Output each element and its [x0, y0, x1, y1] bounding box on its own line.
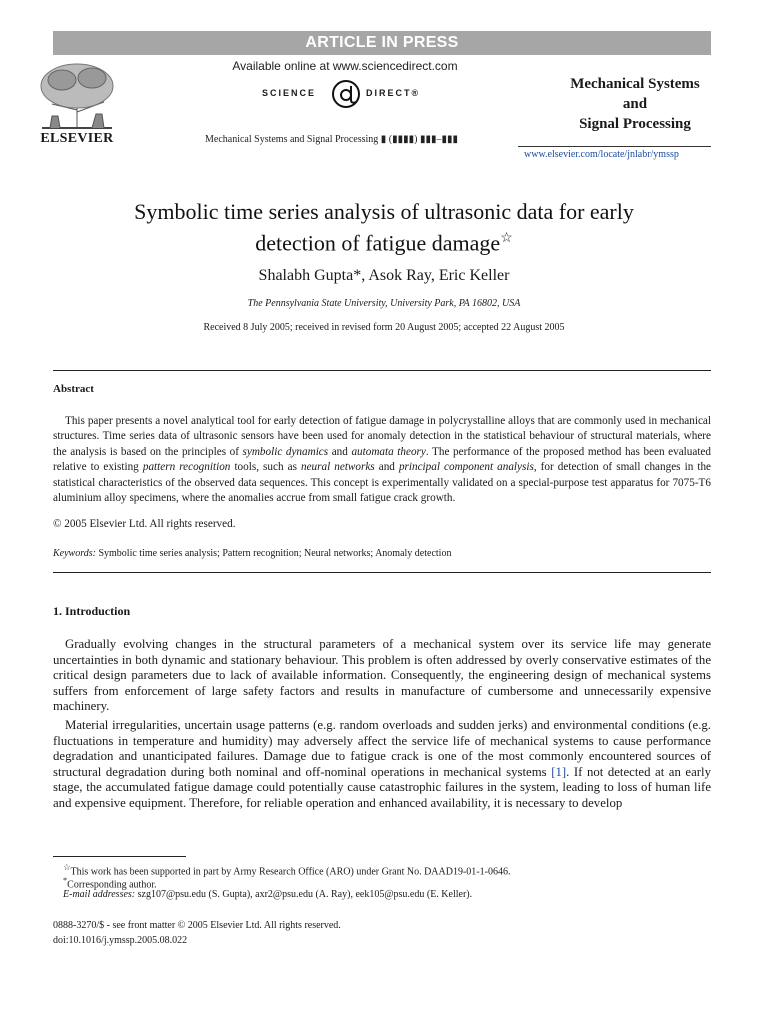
article-title-line-1: Symbolic time series analysis of ultrasonic data for early — [134, 199, 634, 224]
journal-citation: Mechanical Systems and Signal Processing ▮ (▮▮▮▮) ▮▮▮–▮▮▮ — [205, 134, 458, 145]
abstract-text: , for detection of small changes in the statistical characteristics of the observed data sequences. This concept is experimentally validated on a special-purpose test apparatus for 7075-T6 aluminium alloy specimens, where the anomalies accrue from small fatigue crack growth. — [53, 461, 712, 505]
footnote-funding-text: This work has been supported in part by Army Research Office (ARO) under Grant No. DAAD19-01-1-0646. — [70, 866, 511, 878]
footnote-star-icon: ☆ — [63, 863, 71, 872]
email-label: E-mail addresses: — [63, 889, 136, 900]
section-heading-introduction: 1. Introduction — [53, 604, 131, 618]
received-dates: Received 8 July 2005; received in revised form 20 August 2005; accepted 22 August 2005 — [203, 322, 565, 333]
reference-link-1[interactable]: [1] — [551, 764, 567, 779]
article-title-line-2-text: detection of fatigue damage — [255, 230, 501, 256]
keywords-text: Symbolic time series analysis; Pattern recognition; Neural networks; Anomaly detection — [95, 548, 452, 559]
abstract-emphasis: pattern recognition — [142, 461, 231, 474]
intro-paragraph-2 — [53, 718, 711, 812]
sciencedirect-logo — [230, 77, 460, 117]
abstract-text: and — [328, 445, 352, 458]
journal-title-line-3: Signal Processing — [579, 116, 691, 132]
email-addresses: szg107@psu.edu (S. Gupta), axr2@psu.edu (A. Ray), eek105@psu.edu (E. Keller). — [135, 889, 473, 900]
article-in-press-banner: ARTICLE IN PRESS — [53, 31, 711, 55]
intro-paragraph-2-text: . If not detected at an early stage, the accumulated fatigue damage could potentially cause catastrophic failures in the system, leading to loss of human life and expensive equipment. Therefore, for reliable operation and enhanced availability, it is necessary to develop — [53, 764, 711, 810]
article-title-line-2 — [60, 225, 708, 256]
abstract-emphasis: principal component analysis — [398, 461, 534, 474]
abstract-text: . The performance of the proposed method has been evaluated relative to existing — [53, 445, 711, 474]
keywords-line — [53, 548, 451, 559]
intro-paragraph-1: Gradually evolving changes in the structural parameters of a mechanical system over its service life may generate uncertainties in both dynamic and stationary behaviour. This problem is often addressed by overly conservative estimates of the critical design parameters due to lack of available information. Consequently, the engineering design of mechanical systems suffers from enforcement of large safety factors and results in manufacture of cumbersome and unnecessarily expensive machinery. — [53, 637, 711, 714]
sd-logo-right-text: DIRECT® — [366, 88, 421, 98]
journal-title-line-2: and — [622, 96, 648, 112]
abstract-emphasis: automata theory — [351, 445, 426, 458]
abstract-emphasis: neural networks — [301, 461, 375, 474]
affiliation: The Pennsylvania State University, University Park, PA 16802, USA — [247, 298, 521, 309]
abstract-text: tools, such as — [230, 461, 301, 474]
abstract-emphasis: symbolic dynamics — [242, 445, 329, 458]
article-title — [60, 198, 708, 256]
author-list: Shalabh Gupta*, Asok Ray, Eric Keller — [258, 267, 510, 284]
footnote-emails — [63, 889, 472, 900]
journal-title-line-1: Mechanical Systems — [570, 76, 700, 92]
header-divider — [518, 146, 711, 147]
publisher-name: ELSEVIER — [40, 131, 114, 146]
journal-url-link[interactable]: www.elsevier.com/locate/jnlabr/ymssp — [524, 149, 679, 160]
abstract-bottom-rule — [53, 572, 711, 573]
available-online-text: Available online at www.sciencedirect.com — [232, 59, 458, 73]
footnote-rule — [53, 856, 186, 857]
abstract-body — [53, 414, 711, 506]
issn-line: 0888-3270/$ - see front matter © 2005 Elsevier Ltd. All rights reserved. — [53, 920, 341, 931]
footnote-corresponding-text: Corresponding author. — [67, 879, 157, 891]
sd-logo-left-text: SCIENCE — [262, 88, 317, 98]
abstract-text: This paper presents a novel analytical tool for early detection of fatigue damage in polycrystalline alloys that are commonly used in mechanical structures. Time series data of ultrasonic sensors have been used for anomaly detection in the statistical behaviour of structural materials, where the analysis is based on the principles of — [53, 415, 711, 458]
footnote-asterisk: * — [63, 876, 68, 885]
abstract-heading: Abstract — [53, 383, 94, 395]
abstract-copyright: © 2005 Elsevier Ltd. All rights reserved. — [53, 518, 236, 530]
abstract-top-rule — [53, 370, 711, 371]
journal-title — [555, 74, 715, 134]
title-footnote-star-icon[interactable]: ☆ — [500, 231, 513, 246]
intro-paragraph-2-text: Material irregularities, uncertain usage patterns (e.g. random overloads and sudden jerks) and environmental conditions (e.g. fluctuations in temperature and humidity) may adversely affect the service life of mechanical systems to cause performance degradation and unanticipated failures. Damage due to fatigue crack is one of the most commonly encountered sources of structural degradation during both nominal and off-nominal operations in mechanical systems — [53, 718, 711, 779]
at-symbol-icon — [330, 78, 362, 110]
abstract-text: and — [374, 461, 399, 474]
keywords-label: Keywords: — [53, 548, 96, 559]
doi-line: doi:10.1016/j.ymssp.2005.08.022 — [53, 935, 188, 946]
